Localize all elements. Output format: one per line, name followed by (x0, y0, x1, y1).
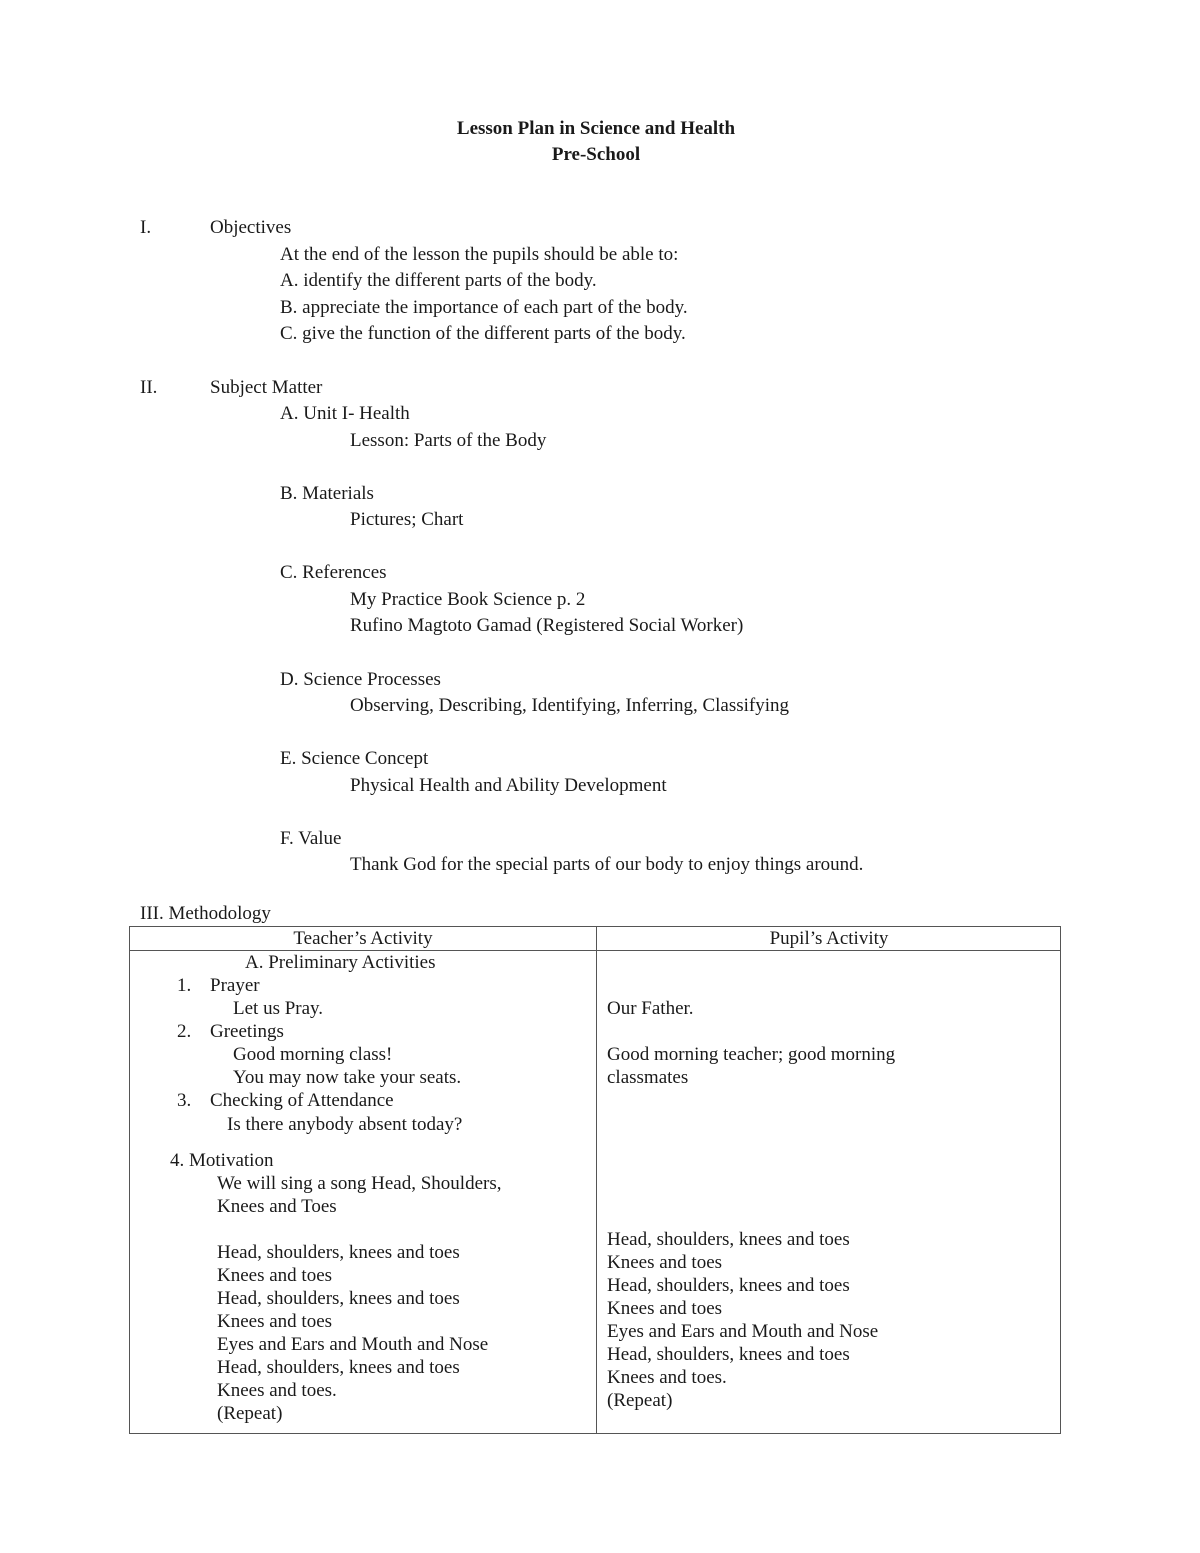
prayer-line: Let us Pray. (233, 998, 324, 1019)
motivation-line: We will sing a song Head, Shoulders, (217, 1173, 502, 1194)
processes-label: D. Science Processes (280, 669, 441, 690)
pupil-song-line: (Repeat) (607, 1390, 673, 1411)
section-2-numeral: II. (140, 377, 158, 398)
section-1-numeral: I. (140, 217, 152, 238)
pupil-song-line: Knees and toes (607, 1252, 723, 1273)
greetings-number: 2. (177, 1021, 192, 1042)
preliminary-activities: A. Preliminary Activities (245, 952, 436, 973)
pupil-song-line: Head, shoulders, knees and toes (607, 1229, 850, 1250)
prayer-number: 1. (177, 975, 192, 996)
processes-text: Observing, Describing, Identifying, Inferring, Classifying (350, 695, 790, 716)
pupil-song-line: Head, shoulders, knees and toes (607, 1275, 850, 1296)
greeting-line: You may now take your seats. (233, 1067, 462, 1088)
document-title: Lesson Plan in Science and Health (456, 118, 736, 139)
section-3-heading: III. Methodology (140, 903, 271, 924)
column-header-pupil: Pupil’s Activity (769, 928, 889, 949)
attendance-number: 3. (177, 1090, 192, 1111)
pupil-song-line: Knees and toes. (607, 1367, 727, 1388)
motivation-label: 4. Motivation (170, 1150, 274, 1171)
objectives-intro: At the end of the lesson the pupils should be able to: (280, 244, 679, 265)
teacher-song-line: Knees and toes. (217, 1380, 337, 1401)
teacher-song-line: (Repeat) (217, 1403, 283, 1424)
prayer-label: Prayer (210, 975, 260, 996)
greeting-line: Good morning class! (233, 1044, 393, 1065)
greetings-label: Greetings (210, 1021, 284, 1042)
column-divider (596, 927, 597, 1433)
concept-label: E. Science Concept (280, 748, 429, 769)
value-text: Thank God for the special parts of our body to enjoy things around. (350, 854, 864, 875)
attendance-line: Is there anybody absent today? (227, 1114, 463, 1135)
column-header-teacher: Teacher’s Activity (293, 928, 433, 949)
greeting-response: classmates (607, 1067, 689, 1088)
unit-label: A. Unit I- Health (280, 403, 410, 424)
prayer-response: Our Father. (607, 998, 694, 1019)
concept-text: Physical Health and Ability Development (350, 775, 667, 796)
teacher-song-line: Head, shoulders, knees and toes (217, 1357, 460, 1378)
section-1-heading: Objectives (210, 217, 292, 238)
reference-item: Rufino Magtoto Gamad (Registered Social Worker) (350, 615, 744, 636)
references-label: C. References (280, 562, 387, 583)
reference-item: My Practice Book Science p. 2 (350, 589, 586, 610)
materials-text: Pictures; Chart (350, 509, 464, 530)
value-label: F. Value (280, 828, 342, 849)
teacher-song-line: Knees and toes (217, 1265, 333, 1286)
pupil-song-line: Head, shoulders, knees and toes (607, 1344, 850, 1365)
section-2-heading: Subject Matter (210, 377, 323, 398)
pupil-song-line: Knees and toes (607, 1298, 723, 1319)
teacher-song-line: Head, shoulders, knees and toes (217, 1242, 460, 1263)
document-subtitle: Pre-School (551, 144, 641, 165)
teacher-song-line: Knees and toes (217, 1311, 333, 1332)
methodology-table (129, 926, 1061, 1434)
motivation-line: Knees and Toes (217, 1196, 337, 1217)
materials-label: B. Materials (280, 483, 374, 504)
pupil-song-line: Eyes and Ears and Mouth and Nose (607, 1321, 879, 1342)
greeting-response: Good morning teacher; good morning (607, 1044, 896, 1065)
attendance-label: Checking of Attendance (210, 1090, 394, 1111)
objective-item: C. give the function of the different parts of the body. (280, 323, 686, 344)
lesson-text: Lesson: Parts of the Body (350, 430, 547, 451)
objective-item: A. identify the different parts of the body. (280, 270, 597, 291)
objective-item: B. appreciate the importance of each part of the body. (280, 297, 688, 318)
teacher-song-line: Eyes and Ears and Mouth and Nose (217, 1334, 489, 1355)
teacher-song-line: Head, shoulders, knees and toes (217, 1288, 460, 1309)
